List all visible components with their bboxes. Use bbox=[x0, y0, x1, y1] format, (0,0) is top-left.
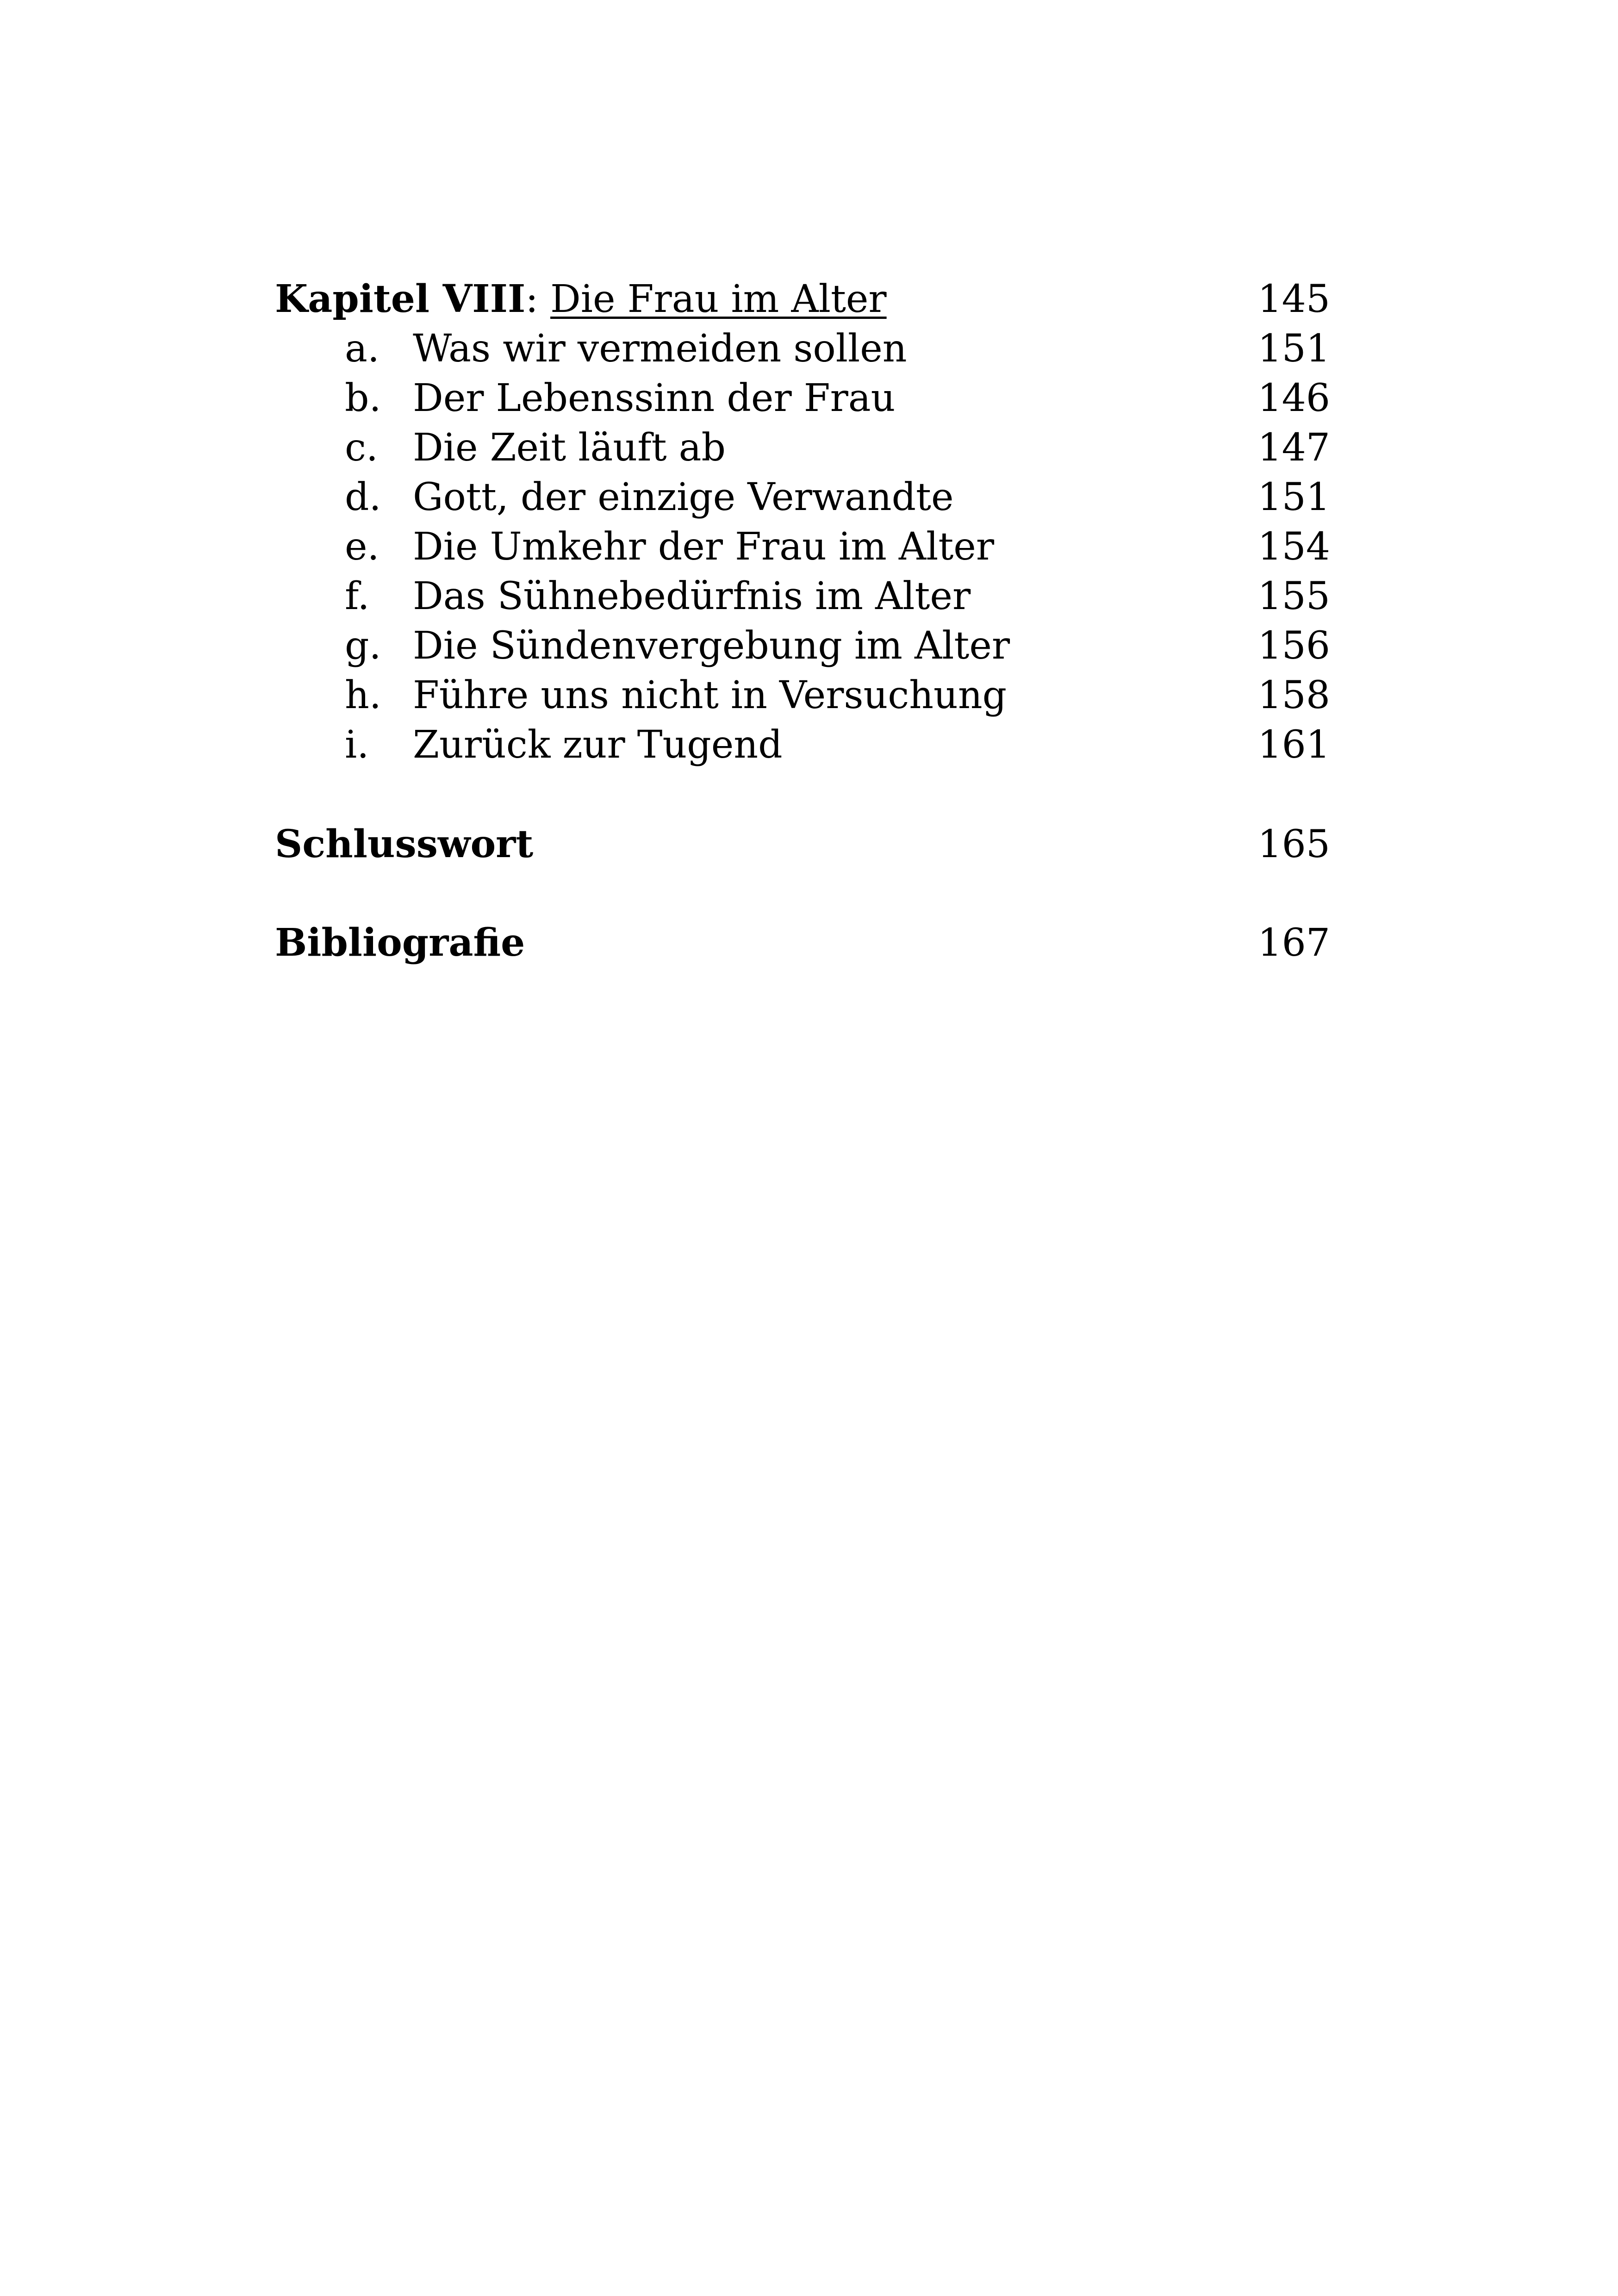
chapter-page-number: 145 bbox=[1257, 277, 1330, 321]
section-page-number: 165 bbox=[1257, 822, 1330, 866]
subsection-title: Was wir vermeiden sollen bbox=[413, 327, 907, 371]
section-title: Schlusswort bbox=[275, 822, 534, 866]
subsection-letter: a. bbox=[345, 327, 380, 371]
toc-subsection-entry bbox=[275, 720, 1330, 770]
subsection-title: Die Umkehr der Frau im Alter bbox=[413, 525, 995, 569]
subsection-letter: h. bbox=[345, 673, 381, 717]
subsection-page-number: 147 bbox=[1257, 426, 1330, 470]
table-of-contents bbox=[275, 274, 1330, 968]
subsection-title: Gott, der einzige Verwandte bbox=[413, 475, 954, 519]
toc-section-entry-schlusswort bbox=[275, 820, 1330, 869]
subsection-page-number: 155 bbox=[1257, 574, 1330, 618]
subsection-letter: b. bbox=[345, 376, 381, 420]
subsection-letter: e. bbox=[345, 525, 380, 569]
subsection-title: Zurück zur Tugend bbox=[413, 723, 783, 767]
subsection-page-number: 146 bbox=[1257, 376, 1330, 420]
subsection-letter: i. bbox=[345, 723, 369, 767]
subsection-letter: g. bbox=[345, 624, 381, 668]
subsection-page-number: 158 bbox=[1257, 673, 1330, 717]
subsection-title: Der Lebenssinn der Frau bbox=[413, 376, 896, 420]
section-page-number: 167 bbox=[1257, 921, 1330, 965]
subsection-title: Die Sündenvergebung im Alter bbox=[413, 624, 1010, 668]
toc-subsection-entry bbox=[275, 373, 1330, 423]
subsection-title: Das Sühnebedürfnis im Alter bbox=[413, 574, 971, 618]
subsection-page-number: 161 bbox=[1257, 723, 1330, 767]
chapter-separator: : bbox=[525, 277, 551, 321]
toc-subsection-entry bbox=[275, 621, 1330, 671]
subsection-page-number: 156 bbox=[1257, 624, 1330, 668]
subsection-page-number: 151 bbox=[1257, 475, 1330, 519]
toc-subsection-entry bbox=[275, 423, 1330, 473]
subsection-letter: d. bbox=[345, 475, 381, 519]
subsection-page-number: 154 bbox=[1257, 525, 1330, 569]
toc-section-entry-bibliografie bbox=[275, 918, 1330, 968]
subsection-letter: c. bbox=[345, 426, 378, 470]
section-title: Bibliografie bbox=[275, 921, 525, 965]
toc-subsection-entry bbox=[275, 473, 1330, 522]
toc-subsection-entry bbox=[275, 671, 1330, 720]
subsection-title: Die Zeit läuft ab bbox=[413, 426, 726, 470]
subsection-title: Führe uns nicht in Versuchung bbox=[413, 673, 1007, 717]
subsection-page-number: 151 bbox=[1257, 327, 1330, 371]
toc-subsection-entry bbox=[275, 522, 1330, 572]
subsection-letter: f. bbox=[345, 574, 370, 618]
chapter-number: Kapitel VIII bbox=[275, 277, 526, 321]
toc-chapter-entry bbox=[275, 274, 1330, 324]
chapter-title: Die Frau im Alter bbox=[550, 277, 887, 321]
toc-subsection-entry bbox=[275, 324, 1330, 373]
toc-subsection-entry bbox=[275, 572, 1330, 621]
